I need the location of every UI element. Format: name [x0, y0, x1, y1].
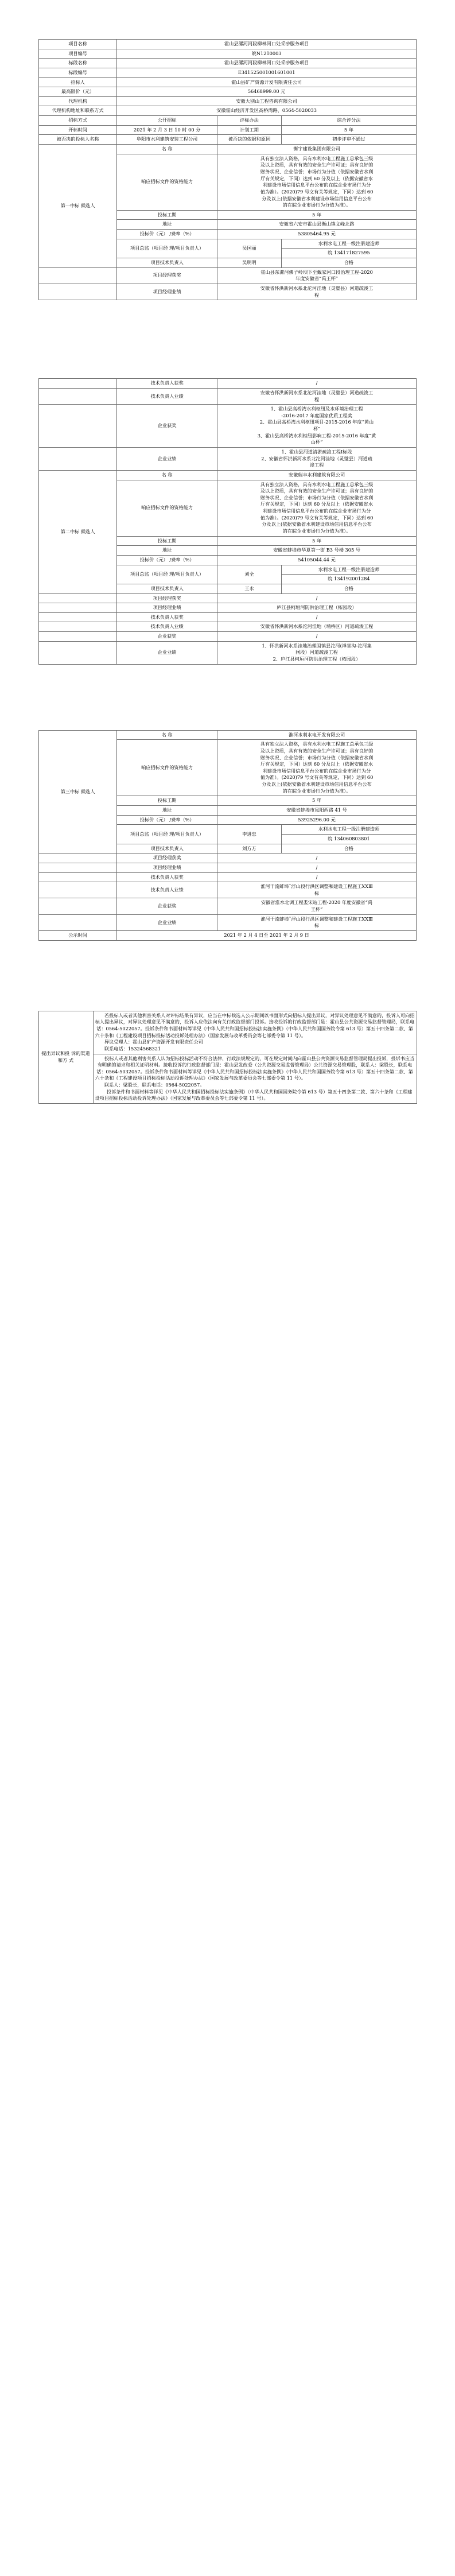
table-row — [39, 59, 417, 68]
tech-award-label: 技术负责人获奖 — [117, 872, 217, 882]
table-row — [39, 898, 417, 914]
empty-side-cell — [39, 882, 117, 898]
pm-award-label: 项目经理获奖 — [117, 593, 217, 603]
project-code-value: 皖N1210003 — [117, 49, 417, 59]
empty-side-cell — [39, 854, 117, 863]
bid-period-label: 投标工期 — [117, 796, 217, 806]
table-second-candidate — [38, 378, 417, 664]
empty-side-cell — [39, 405, 117, 448]
empty-side-cell — [39, 603, 117, 613]
table-row — [39, 284, 417, 300]
table-row — [39, 77, 417, 87]
project-manager-label: 项目总监（项目经 理/项目负责人） — [117, 239, 217, 258]
complaint-paragraph-2: 投标人或者其他利害关系人认为招标投标活动不符合法律、行政法规规定的，可在规定时间内向霍山县公共资源交易监督管理局提出投诉，投诉书应当有明确的请求和相关证明材料。接收投诉的行政监督部门是：霍山县发改委（公共资源交易监督管理局）公共资源交易管理股，联系人：梁股长，联系电话：0564-5032057。投诉条件和书面材料等详见《中华人民共和国招标投标法实施条例》（中华人民共和国国务院令第 613 号）第五十四条第二款、第六十条和《工程建设项目招标投标活动投诉处理办法》（国家发展与改革委员会等七部委令第 11 号）。 — [95, 1055, 415, 1081]
table-row — [39, 447, 417, 470]
table-row — [39, 863, 417, 872]
table-row — [39, 603, 417, 613]
empty-side-cell — [39, 872, 117, 882]
project-code-label: 项目编号 — [39, 49, 117, 59]
table-complaint-channels — [38, 1011, 417, 1104]
project-name-label: 项目名称 — [39, 40, 117, 49]
candidate2-tech-award: / — [217, 612, 417, 622]
table-row — [39, 116, 417, 126]
candidate-name-label: 名 称 — [117, 470, 217, 480]
qualification-label: 响应招标文件的资格能力 — [117, 480, 217, 536]
table-third-candidate — [38, 730, 417, 941]
empty-side-cell — [39, 447, 117, 470]
complaint-label — [38, 1011, 93, 1103]
table-row — [39, 405, 417, 448]
address-label: 地址 — [117, 220, 217, 230]
rejected-reason-value: 初步评审不通过 — [281, 135, 416, 145]
ent-perf-label: 企业业绩 — [117, 914, 217, 930]
section-code-label: 标段编号 — [39, 68, 117, 77]
table-row — [38, 1011, 417, 1054]
candidate-name-label: 名 称 — [117, 730, 217, 740]
side-label-line2: 候选人 — [80, 528, 95, 534]
tech-lead-label: 项目技术负责人 — [117, 584, 217, 593]
candidate1-tech-award: / — [217, 379, 417, 389]
ent-award-label: 企业获奖 — [117, 898, 217, 914]
candidate2-pm-perf: 庐江县柯垣河防洪治理工程（柘园段） — [217, 603, 417, 613]
table-row — [39, 267, 417, 284]
table-row — [39, 622, 417, 632]
rejected-bidder-value: 阜阳市水利建筑安装工程公司 — [117, 135, 217, 145]
tech-perf-label: 技术负责人业绩 — [117, 622, 217, 632]
empty-side-cell — [39, 641, 117, 664]
candidate1-tech-lead: 吴明明 — [217, 258, 282, 268]
candidate1-bid-price: 53805464.95 元 — [217, 230, 417, 239]
gap-between-table1-and-table2 — [0, 300, 455, 378]
candidate3-tech-perf: 淮河干流蚌埠˜浮山段行洪区调整和建设工程施工XXⅢ 标 — [217, 882, 417, 898]
candidate2-pm-award: / — [217, 593, 417, 603]
empty-side-cell — [39, 593, 117, 603]
publicity-time-label: 公示时间 — [39, 931, 117, 941]
tech-award-label: 技术负责人获奖 — [117, 379, 217, 389]
candidate2-tech-perf: 安徽省怀洪新河水系沱河洼地（埇桥区）河道疏浚工程 — [217, 622, 417, 632]
second-candidate-side-label — [39, 470, 117, 593]
empty-side-cell — [39, 632, 117, 642]
bid-period-label: 投标工期 — [117, 210, 217, 220]
rejected-bidder-label: 被否决的投标人名称 — [39, 135, 117, 145]
section-name-value: 霍山县漯河河段柳林河口处采砂服务项目 — [117, 59, 417, 68]
complaint-label-line1: 提出异议和投 — [41, 1050, 70, 1057]
candidate3-qualification: 具有独立法人资格，具有水利水电工程施工总承包三级 及以上资质，具有有效的安全生产许可证；具有良好的 财务状况、企业信誉；市场行为分值（依据安徽省水利 厅有关规定，下同）达到 60 分及以上（依据安徽省水 利建设市场信用信息平台公布的在皖企业市场行为分 值为准）。(2020)79 号文有关等规定，下同）达到 60 分及以上(依据安徽省水利建设市场信用信息平台公布 的在皖企业市场行为分值为准）。 — [217, 740, 417, 796]
tenderee-label: 招标人 — [39, 77, 117, 87]
open-time-label: 开标时间 — [39, 125, 117, 135]
eval-method-label: 评标办法 — [217, 116, 282, 126]
table-project-and-first-candidate — [38, 39, 417, 300]
table-row — [39, 106, 417, 116]
candidate2-cert-no: 皖 134192001284 — [281, 575, 416, 584]
max-price-label: 最高限价（元） — [39, 87, 117, 97]
pm-perf-label: 项目经理业绩 — [117, 284, 217, 300]
project-manager-label: 项目总监（项目经 理/项目负责人） — [117, 565, 217, 584]
candidate1-pm-name: 吴国丽 — [217, 239, 282, 258]
agency-address-label: 代理机构地址和联系方式 — [39, 106, 117, 116]
candidate1-pm-perf: 安徽省怀洪新河水系北沱河洼地（灵璧县）河道疏浚工 程 — [217, 284, 417, 300]
candidate2-bid-period: 5 年 — [217, 536, 417, 546]
candidate2-quality-std: 合格 — [281, 584, 416, 593]
candidate3-name: 淮河水利水电开发有限公司 — [217, 730, 417, 740]
candidate3-pm-perf: / — [217, 863, 417, 872]
third-candidate-side-label — [39, 730, 117, 854]
side-label-line1: 第三中标 — [60, 788, 80, 794]
table-row — [39, 612, 417, 622]
candidate3-pm-name: 李进忠 — [217, 825, 282, 844]
candidate1-qualification: 具有独立法人资格，具有水利水电工程施工总承包三级 及以上资质，具有有效的安全生产许可证；具有良好的 财务状况、企业信誉；市场行为分值（依据安徽省水利 厅有关规定，下同）达到 60 分及以上（依据安徽省水 利建设市场信用信息平台公布的在皖企业市场行为分 值为准）。(2020)79 号文有关等规定，下同）达到 60 分及以上(依据安徽省水利建设市场信用信息平台公布 的在皖企业市场行为分值为准）。 — [217, 154, 417, 210]
pm-perf-label: 项目经理业绩 — [117, 603, 217, 613]
section-name-label: 标段名称 — [39, 59, 117, 68]
table-row — [39, 388, 417, 404]
qualification-label: 响应招标文件的资格能力 — [117, 154, 217, 210]
tech-perf-label: 技术负责人业绩 — [117, 882, 217, 898]
eval-method-value: 综合评分法 — [281, 116, 416, 126]
table-row — [39, 872, 417, 882]
qualification-label: 响应招标文件的资格能力 — [117, 740, 217, 796]
candidate3-quality-std: 合格 — [281, 844, 416, 854]
pm-award-label: 项目经理获奖 — [117, 267, 217, 284]
document-page — [0, 0, 455, 1173]
candidate3-bid-period: 5 年 — [217, 796, 417, 806]
candidate1-cert-name: 水利水电工程一级注册建造师 — [281, 239, 416, 249]
tech-lead-label: 项目技术负责人 — [117, 258, 217, 268]
complaint-label-line3: 式 — [68, 1057, 74, 1063]
empty-side-cell — [39, 379, 117, 389]
side-label-line2: 候选人 — [80, 788, 95, 794]
tenderee-value: 霍山县矿产资源开发有限责任公司 — [117, 77, 417, 87]
ent-award-label: 企业获奖 — [117, 405, 217, 448]
complaint-text-block-1 — [93, 1011, 417, 1054]
candidate3-tech-lead: 刘方方 — [217, 844, 282, 854]
candidate3-pm-award: / — [217, 854, 417, 863]
table-row — [39, 882, 417, 898]
max-price-value: 56468999.00 元 — [117, 87, 417, 97]
candidate3-ent-award: 安徽省淮水北调工程娄宋站工程-2020 年度安徽省“禹 王杯” — [217, 898, 417, 914]
candidate2-address: 安徽省蚌埠市华夏第一街 B3 号楼 305 号 — [217, 546, 417, 556]
candidate2-bid-price: 54105044.44 元 — [217, 555, 417, 565]
project-name-value: 霍山县漯河河段柳林河口处采砂服务项目 — [117, 40, 417, 49]
candidate3-bid-price: 53925296.00 元 — [217, 815, 417, 825]
complaint-paragraph-3: 投诉条件和书面材料等详见《中华人民共和国招标投标法实施条例》（中华人民共和国国务院令第 613 号）第五十四条第二款、第六十条和《工程建设项目招标投标活动投诉处理办法》（国家发展与改革委员会等七部委令第 11 号）。 — [95, 1088, 413, 1101]
candidate2-pm-name: 刘全 — [217, 565, 282, 584]
gap-between-table2-and-table3 — [0, 665, 455, 730]
open-time-value: 2021 年 2 月 3 日 10 时 00 分 — [117, 125, 217, 135]
candidate2-ent-award: / — [217, 632, 417, 642]
table-row — [39, 49, 417, 59]
complaint-label-line2: 诉的渠道和方 — [57, 1050, 90, 1063]
table-row — [39, 145, 417, 154]
candidate1-bid-period: 5 年 — [217, 210, 417, 220]
bid-method-label: 招标方式 — [39, 116, 117, 126]
complaint-text-block-2 — [93, 1054, 417, 1103]
candidate3-cert-name: 水利水电工程一级注册建造师 — [281, 825, 416, 835]
ent-award-label: 企业获奖 — [117, 632, 217, 642]
candidate3-ent-perf: 淮河干流蚌埠˜浮山段行洪区调整和建设工程施工XXⅢ 标 — [217, 914, 417, 930]
table-row — [39, 40, 417, 49]
table-row — [39, 379, 417, 389]
bid-period-label: 投标工期 — [117, 536, 217, 546]
candidate3-cert-no: 皖 134060803801 — [281, 834, 416, 844]
bid-price-label: 投标价（元） /费率（%） — [117, 555, 217, 565]
table-row — [39, 730, 417, 740]
planned-period-label: 计划工期 — [217, 125, 282, 135]
candidate1-quality-std: 合格 — [281, 258, 416, 268]
project-manager-label: 项目总监（项目经 理/项目负责人） — [117, 825, 217, 844]
table-row — [39, 593, 417, 603]
table-row — [38, 1054, 417, 1103]
top-margin — [0, 0, 455, 39]
table-row — [39, 135, 417, 145]
agency-label: 代理机构 — [39, 96, 117, 106]
tech-award-label: 技术负责人获奖 — [117, 612, 217, 622]
table-row — [39, 87, 417, 97]
tech-lead-label: 项目技术负责人 — [117, 844, 217, 854]
side-label-line1: 第一中标 — [60, 203, 80, 209]
candidate3-address: 安徽省蚌埠市凤阳西路 41 号 — [217, 806, 417, 816]
side-label-line2: 候选人 — [80, 203, 95, 209]
candidate1-ent-award: 1、霍山县高桥湾水利枢纽及水环境治理工程 -2016-2017 年度国家优质工程奖 2、霍山县高桥湾水利枢纽项目-2015-2016 年度“黄山 杯” 3、霍山县高桥湾水利枢纽影响工程-2015-2016 年度“黄 山杯” — [217, 405, 417, 448]
complaint-contact: 联系人：梁股长，联系电话：0564-5022057。 — [104, 1082, 205, 1088]
empty-side-cell — [39, 612, 117, 622]
gap-between-table3-and-table4 — [0, 941, 455, 1011]
table-row — [39, 914, 417, 930]
complaint-receiver: 异议受理人：霍山县矿产资源开发有限责任公司 — [104, 1039, 203, 1045]
empty-side-cell — [39, 863, 117, 872]
candidate2-name: 安徽瑞丰水利建筑有限公司 — [217, 470, 417, 480]
agency-value: 安徽大别山工程咨询有限公司 — [117, 96, 417, 106]
table-row — [39, 931, 417, 941]
table-row — [39, 125, 417, 135]
address-label: 地址 — [117, 806, 217, 816]
candidate2-cert-name: 水利水电工程一级注册建造师 — [281, 565, 416, 575]
pm-award-label: 项目经理获奖 — [117, 854, 217, 863]
table-row — [39, 854, 417, 863]
candidate2-tech-lead: 王永 — [217, 584, 282, 593]
planned-period-value: 5 年 — [281, 125, 416, 135]
ent-perf-label: 企业业绩 — [117, 447, 217, 470]
empty-side-cell — [39, 622, 117, 632]
table-row — [39, 96, 417, 106]
empty-side-cell — [39, 898, 117, 914]
candidate-name-label: 名 称 — [117, 145, 217, 154]
complaint-paragraph-1: 若投标人或者其他利害关系人对评标结果有异议，应当在中标候选人公示期间以书面形式向招标人提出异议，对异议处理意见不满意的，投诉人可向招标人提出异议，对异议处理意见不满意的，投诉人应依法向有关行政监督部门投诉。接收投诉的行政监督部门是：霍山县公共资源交易监督管理局，联系电话：0564-5022057。投诉条件和书面材料等详见《中华人民共和国招标投标法实施条例》（中华人民共和国国务院令第 613 号）第五十四条第二款、第六十条和《工程建设项目招标投标活动投诉处理办法》（国家发展与改革委员会等七部委令第 11 号）。 — [95, 1012, 415, 1038]
bottom-margin — [0, 1104, 455, 1173]
agency-address-value: 安徽霍山经济开发区高桥湾路、0564-5020033 — [117, 106, 417, 116]
empty-side-cell — [39, 284, 117, 300]
table-row — [39, 68, 417, 77]
bid-price-label: 投标价（元） /费率（%） — [117, 230, 217, 239]
first-candidate-side-label — [39, 145, 117, 268]
table-row — [39, 632, 417, 642]
rejected-reason-label: 被否决的依据和原因 — [217, 135, 282, 145]
table-row — [39, 641, 417, 664]
candidate2-qualification: 具有独立法人资格，具有水利水电工程施工总承包三级 及以上资质，具有有效的安全生产许可证；具有良好的 财务状况、企业信誉；市场行为分值（依据安徽省水利 厅有关规定，下同）达到 60 分及以上（依据安徽省水 利建设市场信用信息平台公布的在皖企业市场行为分 值为准）。(2020)79 号文有关等规定，下同）达到 60 分及以上(依据安徽省水利建设市场信用信息平台公布 的在皖企业市场行为分值为准）。 — [217, 480, 417, 536]
candidate2-ent-perf: 1、怀洪新河水系洼地治理固镇县沱河(禅堂沟-沱河集 闸段）河道疏浚工程 2、庐江县柯垣河防洪治理工程（柘园段） — [217, 641, 417, 664]
side-label-line1: 第二中标 — [60, 528, 80, 534]
candidate1-address: 安徽省六安市霍山县衡山镇文峰北路 — [217, 220, 417, 230]
candidate1-cert-no: 皖 134171827595 — [281, 249, 416, 258]
candidate1-name: 衡宇建设集团有限公司 — [217, 145, 417, 154]
candidate3-tech-award: / — [217, 872, 417, 882]
candidate1-ent-perf: 1、霍山县河道清淤疏浚工程Ⅰ标段 2、安徽省怀洪新河水系北沱河洼地（灵璧县）河道疏 浚工程 — [217, 447, 417, 470]
bid-price-label: 投标价（元） /费率（%） — [117, 815, 217, 825]
pm-perf-label: 项目经理业绩 — [117, 863, 217, 872]
candidate1-pm-award: 霍山县东漯河佛子岭坝下至戴家河口段治理工程-2020 年度安徽省“禹王杯” — [217, 267, 417, 284]
empty-side-cell — [39, 388, 117, 404]
address-label: 地址 — [117, 546, 217, 556]
section-code-value: E341525001001601001 — [117, 68, 417, 77]
tech-perf-label: 技术负责人业绩 — [117, 388, 217, 404]
empty-side-cell — [39, 914, 117, 930]
bid-method-value: 公开招标 — [117, 116, 217, 126]
table-row — [39, 470, 417, 480]
publicity-time-value: 2021 年 2 月 4 日至 2021 年 2 月 9 日 — [117, 931, 417, 941]
empty-side-cell — [39, 267, 117, 284]
candidate1-tech-perf: 安徽省怀洪新河水系北沱河洼地（灵璧县）河道疏浚工 程 — [217, 388, 417, 404]
ent-perf-label: 企业业绩 — [117, 641, 217, 664]
complaint-phone: 联系电话：15324568321 — [104, 1045, 161, 1052]
